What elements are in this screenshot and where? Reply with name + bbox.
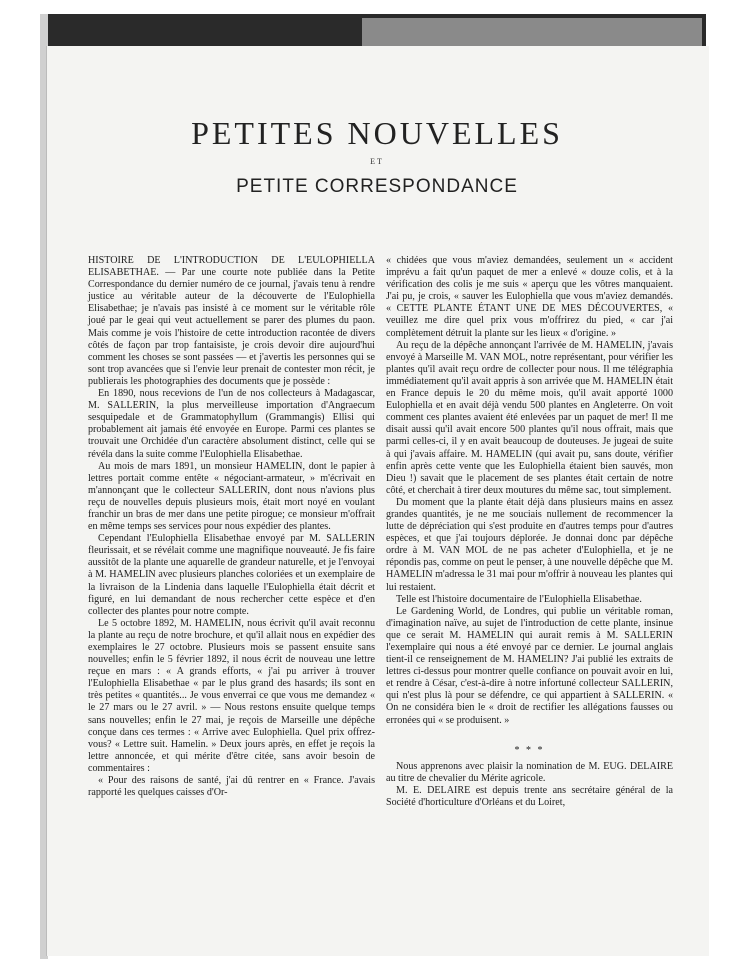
scan-border-top-light [362,18,702,46]
title-conjunction: ET [370,157,384,166]
paragraph: Cependant l'Eulophiella Elisabethae envoyé par M. SALLERIN fleurissait, et se révélait comme une magnifique nouveauté. Je fis faire aussitôt de la plante une aquarelle de grandeur naturelle, et je l'envoyai à M. HAMELIN avec plusieurs planches coloriées et un exemplaire de la livraison de la Lindenia dans laquelle l'Eulophiella était décrit et figuré, en lui demandant de nous rechercher cette espèce et d'en collecter des plantes pour notre compte. [88,533,375,617]
paragraph: « chidées que vous m'aviez demandées, seulement un « accident imprévu a fait qu'un paquet de mer a enlevé « douze colis, et à la vérification des colis je me suis « aperçu que les vôtres manquaient. J'ai pu, je crois, « sauver les Eulophiella que vous m'aviez demandés. « CETTE PLANTE ÉTANT UNE DE MES DÉCOUVERTES, « veuillez me dire quel prix vous m'offrirez du pied, « car j'ai complètement détruit la plante sur les lieux « d'origine. » [386,255,673,339]
paragraph: En 1890, nous recevions de l'un de nos collecteurs à Madagascar, M. SALLERIN, la plus merveilleuse importation d'Angraecum sesquipedale et de Grammatophyllum (Grammangis) Ellisi qui probablement ait jamais été envoyée en Europe. Parmi ces plantes se trouvait une Orchidée d'un caractère absolument distinct, celle qui se révéla dans la suite comme l'Eulophiella Elisabethae. [88,388,375,460]
paragraph: « Pour des raisons de santé, j'ai dû rentrer en « France. J'avais rapporté les quelques caisses d'Or- [88,775,375,799]
paragraph: Telle est l'histoire documentaire de l'Eulophiella Elisabethae. [396,593,642,605]
paragraph: Au mois de mars 1891, un monsieur HAMELIN, dont le papier à lettres portait comme entête « négociant-armateur, » m'écrivait en m'annonçant que le collecteur SALLERIN, dont nous n'avions plus reçu de nouvelles depuis plusieurs mois, était mort noyé en voulant franchir un bras de mer dans une petite pirogue; ce monsieur m'offrait en même temps ses services pour nous expédier des plantes. [88,460,375,533]
paragraph: HISTOIRE DE L'INTRODUCTION DE L'EULOPHIELLA ELISABETHAE. — Par une courte note publiée dans la Petite Correspondance du dernier numéro de ce journal, j'avais tenu à rendre justice au véritable auteur de la découverte de l'Eulophiella Elisabethae; je n'avais pas insisté à ce moment sur le véritable rôle joué par le geai qui veut actuellement se parer des plumes du paon. Mais comme je vois l'histoire de cette introduction racontée de divers côtés de façon par trop fantaisiste, je crois devoir dire aujourd'hui comment les choses se sont passées — et j'avertis les personnes qui se sont trop avancées que si l'envie leur prenait de contester mon récit, je publierais les photographies des documents que je possède : [88,255,375,387]
page-title: PETITES NOUVELLES [191,115,563,151]
section-separator: * * * [514,744,545,756]
paragraph: Au reçu de la dépêche annonçant l'arrivée de M. HAMELIN, j'avais envoyé à Marseille M. VAN MOL, notre représentant, pour vérifier les plantes qu'il avait reçu ordre de collecter pour nous. Il me télégraphia immédiatement qu'il avait appris à son arrivée que M. HAMELIN était en France depuis le 20 du même mois, qu'il avait apporté 1000 Eulophiella et en avait déjà vendu 500 plantes en Angleterre. On voit comment ces plantes avaient été enlevées par un paquet de mer! Il me disait aussi qu'il avait encore 500 plantes qu'il nous offrait, mais que parmi celles-ci, il y en avait beaucoup de douteuses. Je jugeai de suite à qui j'avais affaire. M. HAMELIN (qui avait pu, sans doute, vérifier enfin après cette vente que les Eulophiella étaient bien sauvés, mon Dieu !) savait que le placement de ses plantes était certain de notre côté, et cherchait à tirer deux moutures du même sac, tout simplement. [386,339,673,496]
paragraph: M. E. DELAIRE est depuis trente ans secrétaire général de la Société d'horticulture d'Orléans et du Loiret, [386,784,673,809]
paragraph: Le 5 octobre 1892, M. HAMELIN, nous écrivit qu'il avait reconnu la plante au reçu de notre brochure, et qu'il allait nous en expédier des exemplaires le 27 octobre. Plusieurs mois se passent ensuite sans nouvelles; enfin le 5 février 1892, il nous écrit de nouveau une lettre reçue en mars : « A grands efforts, « j'ai pu arriver à trouver l'Eulophiella Elisabethae « par le plus grand des hasards; ils sont en très petites « quantités... Je vous enverrai ce que vous me demandez « le 27 mars ou le 27 avril. » — Nous restons ensuite quelque temps sans nouvelles; enfin le 27 mai, je reçois de Marseille une dépêche conçue dans ces termes : « Arrive avec Eulophiella. Quel prix offrez-vous? « Lettre suit. Hamelin. » Deux jours après, en effet je reçois la lettre annoncée, et qui mérite d'être citée, sans avoir besoin de commentaires : [88,617,375,774]
paragraph: Le Gardening World, de Londres, qui publie un véritable roman, d'imagination naïve, au sujet de l'introduction de cette plante, insinue que ce serait M. HAMELIN qui aurait remis à M. SALLERIN l'exemplaire qui nous a été envoyé par ce dernier. Le journal anglais tient-il ce renseignement de M. HAMELIN? J'ai publié les extraits de lettres ci-dessus pour montrer quelle confiance on pouvait avoir en lui, et rendre à César, c'est-à-dire à notre infortuné collecteur SALLERIN, qui n'est plus là pour se défendre, ce qui appartient à SALLERIN. « On ne considéra bien le « droit de rectifier les allégations fausses ou erronées qui « se produisent. » [386,605,673,726]
paragraph: Du moment que la plante était déjà dans plusieurs mains en assez grandes quantités, je ne me souciais nullement de recommencer la lutte de dépréciation qui s'est produite en d'autres temps pour d'autres espèces, et que j'ai toujours déplorée. Je donnai donc par dépêche ordre à M. VAN MOL de ne pas acheter d'Eulophiella, et je ne répondis pas, comme on peut le penser, à une nouvelle dépêche que M. HAMELIN m'adressa le 31 mai pour m'offrir à nouveau les plantes qui lui restaient. [386,496,673,593]
left-column [88,255,375,799]
paragraph: Nous apprenons avec plaisir la nomination de M. EUG. DELAIRE au titre de chevalier du Mérite agricole. [386,760,673,784]
right-column [386,255,673,809]
page-subtitle: PETITE CORRESPONDANCE [236,176,518,197]
